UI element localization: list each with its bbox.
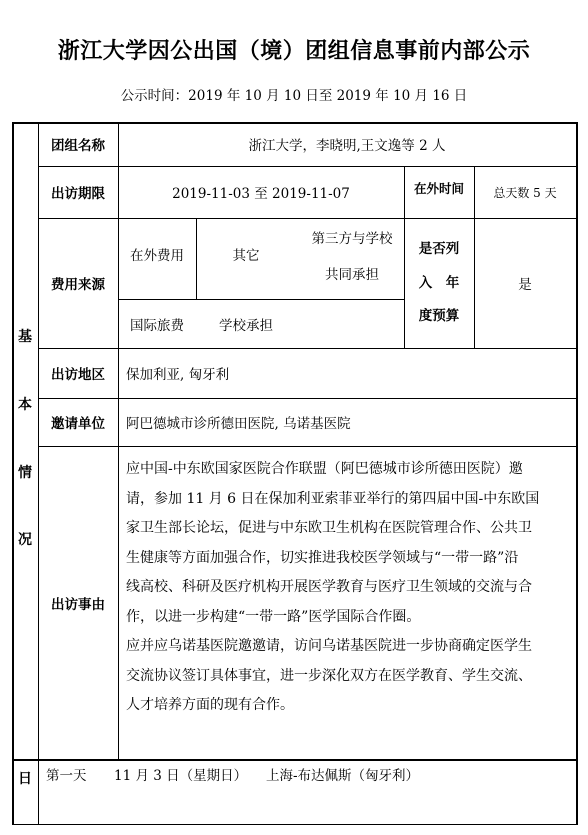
reason-line: 请，参加 11 月 6 日在保加利亚索菲亚举行的第四届中国-中东欧国 <box>126 490 540 507</box>
publish-time: 公示时间：2019 年 10 月 10 日至 2019 年 10 月 16 日 <box>120 88 468 104</box>
page-title: 浙江大学因公出国（境）团组信息事前内部公示 <box>57 39 531 64</box>
itinerary-side-label: 日 <box>18 771 32 787</box>
section-divider <box>12 759 578 761</box>
intl-travel-source: 学校承担 <box>219 317 273 334</box>
side-label-char: 基 <box>18 329 32 345</box>
period-label: 出访期限 <box>51 186 105 202</box>
itinerary-route: 上海-布达佩斯（匈牙利） <box>266 768 420 784</box>
reason-label: 出访事由 <box>51 596 105 613</box>
reason-line: 应中国-中东欧国家医院合作联盟（阿巴德城市诊所德田医院）邀 <box>126 461 523 477</box>
row-divider-5 <box>38 446 577 447</box>
reason-line: 人才培养方面的现有合作。 <box>126 697 294 713</box>
abroad-cost-label: 在外费用 <box>130 248 184 264</box>
itinerary-day: 第一天 <box>46 768 87 784</box>
reason-text <box>126 455 566 721</box>
funding-label: 费用来源 <box>51 277 105 293</box>
budget-label-line1: 是否列 <box>418 241 460 257</box>
budget-value: 是 <box>518 277 532 293</box>
group-name-value: 浙江大学，李晓明,王文逸等 2 人 <box>248 138 446 154</box>
side-label-char: 况 <box>18 532 32 548</box>
inviter-value: 阿巴德城市诊所德田医院, 乌诺基医院 <box>126 416 351 432</box>
reason-line: 生健康等方面加强合作，切实推进我校医学领域与“一带一路”沿 <box>126 549 519 566</box>
region-label: 出访地区 <box>51 367 105 383</box>
side-label-char: 情 <box>18 465 32 481</box>
period-value: 2019-11-03 至 2019-11-07 <box>172 186 350 202</box>
region-value: 保加利亚, 匈牙利 <box>126 367 230 383</box>
reason-line: 家卫生部长论坛，促进与中东欧卫生机构在医院管理合作、公共卫 <box>126 520 532 536</box>
abroad-time-label: 在外时间 <box>413 181 464 196</box>
itinerary-date: 11 月 3 日（星期日） <box>114 768 248 784</box>
reason-line: 作，以进一步构建“一带一路”医学国际合作圈。 <box>126 608 421 625</box>
table-right-border <box>576 122 578 825</box>
reason-line: 交流协议签订具体事宜，进一步深化双方在医学教育、学生交流、 <box>126 667 532 684</box>
budget-label-line2: 入 年 <box>418 275 460 291</box>
table-bottom-line <box>12 824 578 825</box>
abroad-cost-source-line1: 第三方与学校 <box>311 231 393 247</box>
abroad-time-value: 总天数 5 天 <box>493 185 557 200</box>
reason-line: 线高校、科研及医疗机构开展医学教育与医疗卫生领域的交流与合 <box>126 579 532 595</box>
intl-travel-label: 国际旅费 <box>130 317 184 334</box>
budget-label-line3: 度预算 <box>418 308 460 324</box>
group-name-label: 团组名称 <box>51 138 105 154</box>
inviter-label: 邀请单位 <box>51 416 105 432</box>
abroad-cost-source-line2: 共同承担 <box>325 267 379 283</box>
reason-line: 应并应乌诺基医院邀邀请，访问乌诺基医院进一步协商确定医学生 <box>126 638 532 654</box>
abroad-cost-type: 其它 <box>232 248 260 264</box>
side-label-char: 本 <box>18 397 32 413</box>
